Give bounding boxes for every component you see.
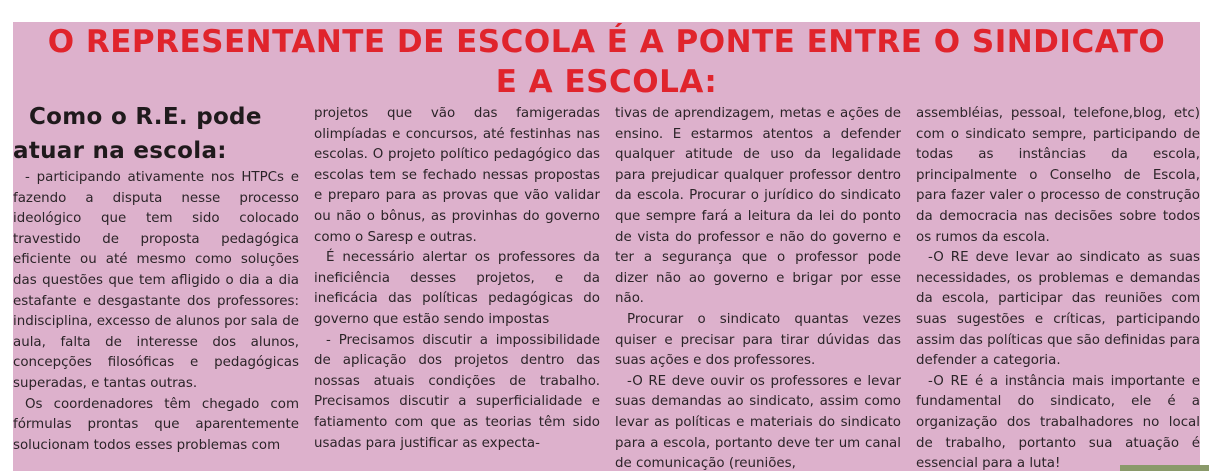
section-heading (13, 100, 299, 168)
paragraph: -O RE deve levar ao sindicato as suas necessidades, os problemas e demandas da escola, participar das reuniões com suas sugestões e críticas, participando assim das políticas que são definidas para defender a categoria. (916, 250, 1200, 369)
decorative-strip (1120, 465, 1209, 471)
paragraph: -O RE deve ouvir os professores e levar suas demandas ao sindicato, assim como levar as políticas e materiais do sindicato para a escola, portanto deve ter um canal de comunicação (reuniões, (615, 373, 901, 471)
newspaper-page (13, 22, 1200, 471)
column-1 (13, 100, 299, 471)
paragraph: -O RE é a instância mais importante e fundamental do sindicato, ele é a organização dos trabalhadores no local de trabalho, portanto sua atuação é essencial para a luta! (916, 373, 1200, 471)
column-4 (916, 104, 1200, 471)
page-title (13, 22, 1200, 102)
column-2 (314, 104, 600, 471)
paragraph: projetos que vão das famigeradas olimpíadas e concursos, até festinhas nas escolas. O projeto político pedagógico das escolas tem se fechado nessas propostas e preparo para as provas que vão validar ou não o bônus, as provinhas do governo como o Saresp e outras. (314, 106, 600, 245)
paragraph: - participando ativamente nos HTPCs e fazendo a disputa nesse processo ideológico que tem sido colocado travestido de proposta pedagógica eficiente ou até mesmo como soluções das questões que tem afligido o dia a dia estafante e desgastante dos professores: indisciplina, excesso de alunos por sala de aula, falta de interesse dos alunos, concepções filosóficas e pedagógicas superadas, e tantas outras. (13, 170, 299, 391)
heading-line-1: Como o R.E. pode (29, 104, 262, 130)
title-line-2: E A ESCOLA: (495, 64, 718, 100)
paragraph: Procurar o sindicato quantas vezes quiser e precisar para tirar dúvidas das suas ações e dos professores. (615, 311, 901, 369)
paragraph: tivas de aprendizagem, metas e ações de ensino. E estarmos atentos a defender qualquer atitude de uso da legalidade para prejudicar qualquer professor dentro da escola. Procurar o jurídico do sindicato que sempre fará a leitura da lei do ponto de vista do professor e não do governo e ter a segurança que o professor pode dizer não ao governo e brigar por esse não. (615, 106, 901, 307)
column-3 (615, 104, 901, 471)
paragraph: assembléias, pessoal, telefone,blog, etc) com o sindicato sempre, participando de todas as instâncias da escola, principalmente o Conselho de Escola, para fazer valer o processo de construção da democracia nas decisões sobre todos os rumos da escola. (916, 106, 1200, 245)
paragraph: Os coordenadores têm chegado com fórmulas prontas que aparentemente solucionam todos esses problemas com (13, 396, 299, 453)
heading-line-2: atuar na escola: (13, 138, 227, 164)
paragraph: É necessário alertar os professores da ineficiência desses projetos, e da ineficácia das políticas pedagógicas do governo que estão sendo impostas (314, 250, 600, 327)
paragraph: - Precisamos discutir a impossibilidade de aplicação dos projetos dentro das nossas atuais condições de trabalho. Precisamos discutir a superficialidade e fatiamento com que as teorias têm sido usadas para justificar as expecta- (314, 332, 600, 451)
title-line-1: O REPRESENTANTE DE ESCOLA É A PONTE ENTRE O SINDICATO (47, 24, 1166, 60)
